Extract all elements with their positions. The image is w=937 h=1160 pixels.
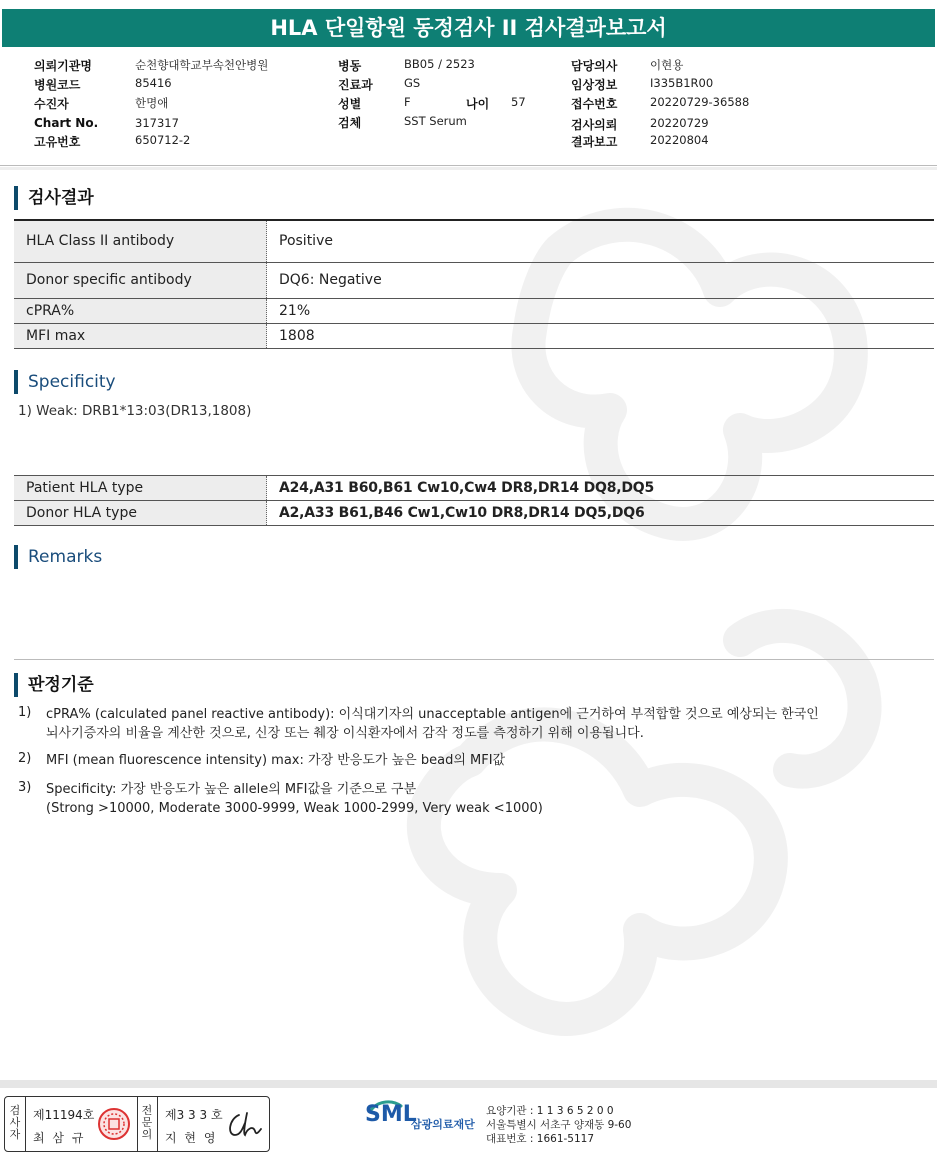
- value-report-date: 20220804: [650, 133, 709, 147]
- result-key: Donor specific antibody: [14, 262, 267, 298]
- char: 사: [9, 1116, 21, 1129]
- specificity-line: 1) Weak: DRB1*13:03(DR13,1808): [18, 403, 252, 419]
- label-hospital-code: 병원코드: [34, 78, 81, 92]
- criteria-text: [46, 705, 819, 743]
- specialist-name: 지 현 영: [165, 1131, 218, 1145]
- phone-line: 대표번호 : 1661-5117: [486, 1133, 595, 1145]
- org-name: 삼광의료재단: [411, 1118, 475, 1131]
- table-row: [14, 476, 934, 501]
- value-specimen: SST Serum: [404, 114, 467, 128]
- criteria-text: [46, 751, 505, 770]
- results-table: [14, 221, 934, 349]
- criteria-line1: Specificity: 가장 반응도가 높은 allele의 MFI값을 기준으로 구분: [46, 782, 417, 797]
- result-key: cPRA%: [14, 298, 267, 323]
- table-row: [14, 298, 934, 323]
- char: 의: [141, 1128, 153, 1141]
- value-physician: 이현용: [650, 58, 684, 72]
- value-unique-no: 650712-2: [135, 133, 191, 147]
- char: 검: [9, 1104, 21, 1117]
- stamp-divider: [25, 1097, 26, 1151]
- criteria-line2: (Strong >10000, Moderate 3000-9999, Weak 1000-2999, Very weak <1000): [46, 801, 543, 816]
- char: 문: [141, 1116, 153, 1129]
- table-row: [14, 262, 934, 298]
- criteria-heading: 판정기준: [14, 673, 94, 697]
- value-patient: 한명애: [135, 96, 169, 110]
- examiner-name: 최 삼 규: [33, 1131, 86, 1145]
- label-age: 나이: [466, 97, 490, 111]
- char: 자: [9, 1128, 21, 1141]
- label-physician: 담당의사: [571, 59, 618, 73]
- label-department: 진료과: [338, 78, 373, 92]
- value-department: GS: [404, 76, 421, 90]
- label-sex: 성별: [338, 97, 362, 111]
- header-divider: [0, 165, 937, 166]
- specificity-heading: Specificity: [14, 370, 116, 394]
- char: 전: [141, 1104, 153, 1117]
- institution-code: 요양기관 : 1 1 3 6 5 2 0 0: [486, 1105, 614, 1117]
- stamp-divider: [157, 1097, 158, 1151]
- label-request-date: 검사의뢰: [571, 118, 618, 132]
- hla-type-key: Patient HLA type: [14, 476, 267, 501]
- examiner-vertical-label: [7, 1105, 23, 1141]
- label-patient: 수진자: [34, 97, 69, 111]
- hla-type-key: Donor HLA type: [14, 501, 267, 526]
- value-age: 57: [511, 95, 526, 109]
- label-clinical-info: 임상정보: [571, 78, 618, 92]
- logo-text: SML: [365, 1102, 417, 1127]
- signature-icon: [225, 1109, 265, 1141]
- hla-type-value: A24,A31 B60,B61 Cw10,Cw4 DR8,DR14 DQ8,DQ5: [267, 476, 935, 501]
- table-row: [14, 221, 934, 262]
- result-key: MFI max: [14, 323, 267, 348]
- criteria-top-rule: [14, 659, 934, 660]
- value-sex: F: [404, 95, 411, 109]
- value-hospital-code: 85416: [135, 76, 172, 90]
- hla-type-value: A2,A33 B61,B46 Cw1,Cw10 DR8,DR14 DQ5,DQ6: [267, 501, 935, 526]
- specialist-cert-no: 제3 3 3 호: [165, 1108, 223, 1122]
- hla-type-table: [14, 475, 934, 526]
- table-row: [14, 323, 934, 348]
- address-line: 서울특별시 서초구 양재동 9-60: [486, 1119, 632, 1131]
- label-institution: 의뢰기관명: [34, 59, 92, 73]
- criteria-text: [46, 780, 543, 818]
- report-title: HLA 단일항원 동정검사 II 검사결과보고서: [2, 9, 935, 47]
- header-divider-shadow: [0, 167, 937, 170]
- label-ward: 병동: [338, 59, 362, 73]
- org-address: [486, 1104, 631, 1146]
- seal-icon: [97, 1107, 131, 1141]
- criteria-number: 2): [18, 751, 32, 766]
- value-request-date: 20220729: [650, 116, 709, 130]
- remarks-heading: Remarks: [14, 545, 102, 569]
- value-ward: BB05 / 2523: [404, 57, 475, 71]
- result-value: 21%: [267, 298, 935, 323]
- stamp-divider: [137, 1097, 138, 1151]
- criteria-number: 3): [18, 780, 32, 795]
- result-value: DQ6: Negative: [267, 262, 935, 298]
- criteria-line1: cPRA% (calculated panel reactive antibody): 이식대기자의 unacceptable antigen에 근거하여 부적합할 것으로 예상되는 한국인: [46, 707, 819, 722]
- specialist-vertical-label: [139, 1105, 155, 1141]
- value-chart-no: 317317: [135, 116, 179, 130]
- label-report-date: 결과보고: [571, 135, 618, 149]
- result-value: Positive: [267, 221, 935, 262]
- criteria-line2: 뇌사기증자의 비율을 계산한 것으로, 신장 또는 췌장 이식환자에서 감작 정도를 측정하기 위해 이용됩니다.: [46, 726, 644, 741]
- order-info-section: [0, 47, 937, 165]
- value-clinical-info: I335B1R00: [650, 76, 714, 90]
- value-receipt-no: 20220729-36588: [650, 95, 750, 109]
- criteria-line1: MFI (mean fluorescence intensity) max: 가장 반응도가 높은 bead의 MFI값: [46, 753, 506, 768]
- label-specimen: 검체: [338, 116, 362, 130]
- criteria-number: 1): [18, 705, 32, 720]
- results-heading: 검사결과: [14, 186, 94, 210]
- label-unique-no: 고유번호: [34, 135, 81, 149]
- footer-divider: [0, 1080, 937, 1088]
- examiner-cert-no: 제11194호: [33, 1108, 95, 1122]
- label-receipt-no: 접수번호: [571, 97, 618, 111]
- result-key: HLA Class II antibody: [14, 221, 267, 262]
- signature-stamp: [4, 1096, 270, 1152]
- value-institution: 순천향대학교부속천안병원: [135, 58, 269, 72]
- result-value: 1808: [267, 323, 935, 348]
- table-row: [14, 501, 934, 526]
- label-chart-no: Chart No.: [34, 116, 99, 130]
